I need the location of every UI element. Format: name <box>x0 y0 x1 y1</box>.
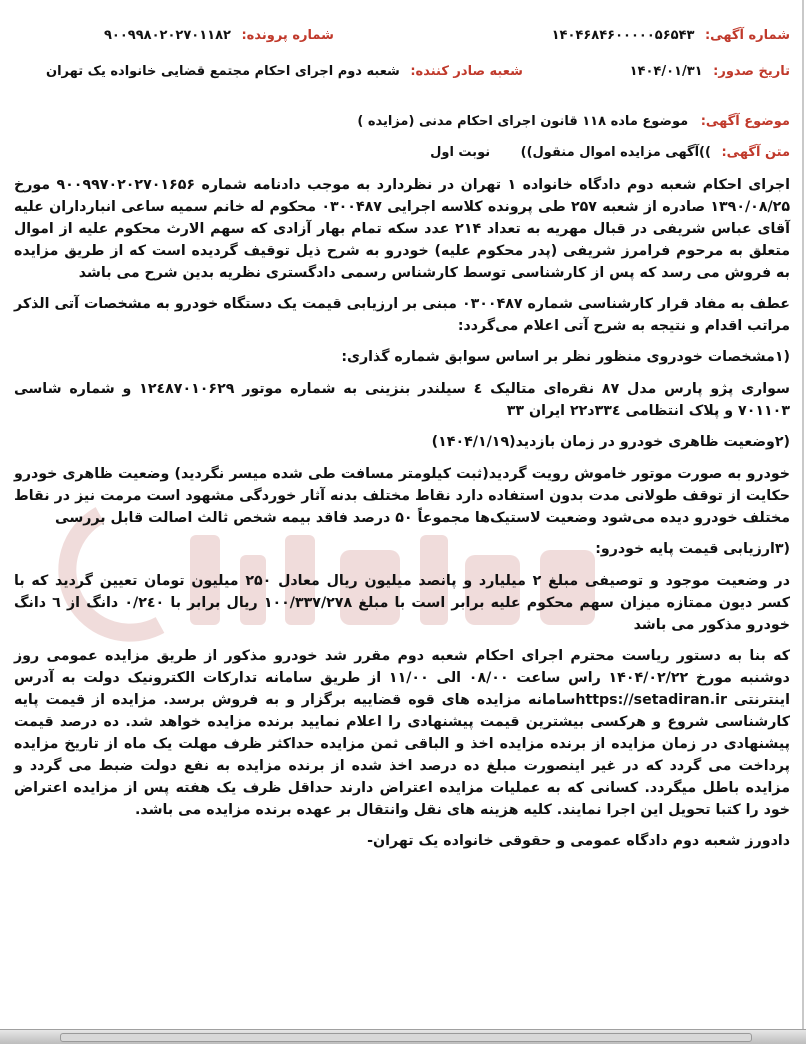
heading-vehicle-condition: (۲وضعیت ظاهری خودرو در زمان بازدید(۱۴۰۴/۱/۱۹) <box>431 434 790 450</box>
heading-vehicle-specs: (۱مشخصات خودروی منظور نظر بر اساس سوابق شماره گذاری: <box>341 349 790 365</box>
header-row-1 <box>14 28 790 64</box>
scrollbar-thumb[interactable] <box>60 1033 752 1042</box>
issuer-value: شعبه دوم اجرای احکام مجتمع قضایی خانواده یک تهران <box>46 64 400 79</box>
subject-label: موضوع آگهی: <box>700 114 790 129</box>
issuer-field <box>46 64 523 79</box>
case-number-field <box>104 28 334 43</box>
paragraph-vehicle-specs: سواری پژو پارس مدل ۸۷ نقره‌ای متالیک ٤ سیلندر بنزینی به شماره موتور ۱۲٤۸۷۰۱۰۶۲۹ و شماره شاسی ۷۰۱۱۰۳ و پلاک انتظامی ۳۳٤د۲۲ ایران ۳۳ <box>14 381 790 419</box>
issue-date-value: ۱۴۰۴/۰۱/۳۱ <box>629 64 703 79</box>
issue-date-label: تاریخ صدور: <box>713 64 790 79</box>
ad-title-value: ))آگهی مزایده اموال منقول)) <box>520 145 711 160</box>
paragraph-base-price: در وضعیت موجود و توصیفی مبلغ ۲ میلیارد و پانصد میلیون ریال معادل ۲۵۰ میلیون تومان تعیین گردید که با کسر دیون ممتازه میزان سهم محکوم علیه برابر است با مبلغ ۱۰۰/۳۳۷/۲۷۸ ریال برابر با ۰/۲٤۰ دانگ از ٦ دانگ خودرو مذکور می باشد <box>14 573 790 633</box>
header-row-2 <box>14 64 790 100</box>
auction-terms-part-1: که بنا به دستور ریاست محترم اجرای احکام شعبه دوم مقرر شد خودرو مذکور از طریق مزایده عمومی روز دوشنبه مورخ ۱۴۰۴/۰۲/۲۲ راس ساعت ۰۸/۰۰ الی ۱۱/۰۰ از طریق سامانه تدارکات الکترونیک دولت به آدرس اینترنتی <box>14 648 790 708</box>
paragraph-auction-terms <box>14 645 790 821</box>
signature-line: دادورز شعبه دوم دادگاه عمومی و حقوقی خانواده یک تهران- <box>367 833 790 849</box>
ad-turn: نوبت اول <box>430 145 491 160</box>
auction-terms-part-2: سامانه مزایده های قوه قضاییه برگزار و به فروش برسد. مزایده از قیمت پایه کارشناسی شروع و هرکسی بیشترین قیمت پیشنهادی را اعلام نمایید برنده مزایده خواهد شد. ده درصد قیمت پیشنهادی در زمان مزایده از برنده مزایده اخذ و الباقی ثمن مزایده حداکثر ظرف مهلت یک ماه از تاریخ مزایده پرداخت می گردد که در غیر اینصورت مبلغ ده درصد اخذ شده از برنده مزایده به نفع دولت ضبط می گردد و مزایده باطل میگردد. کسانی که به عملیات مزایده اعتراض دارند حداقل ظرف یک هفته پس از مزایده اعتراض خود را کتبا تحویل این اجرا نمایند. کلیه هزینه های نقل وانتقال بر عهده برنده مزایده می باشد. <box>14 692 790 818</box>
issuer-label: شعبه صادر کننده: <box>410 64 523 79</box>
subject-line <box>14 114 790 129</box>
setadiran-link[interactable]: https://setadiran.ir <box>575 692 728 708</box>
heading-base-price: (۳ارزیابی قیمت پایه خودرو: <box>595 541 790 557</box>
paragraph-vehicle-condition: خودرو به صورت موتور خاموش رویت گردید(ثبت کیلومتر مسافت طی شده میسر نگردید) وضعیت ظاهری خودرو حکایت از توقف طولانی مدت بدون استفاده دارد نقاط مختلف بدنه آثار خوردگی مشهود است مرمت نیز در نقاط مختلف خودرو دیده می‌شود وضعیت لاستیک‌ها مجموعاً ۵۰ درصد فاقد بیمه شخص ثالث اصالت قابل بررسی <box>14 466 790 526</box>
ad-text-label: متن آگهی: <box>721 145 790 160</box>
ad-number-label: شماره آگهی: <box>704 28 790 43</box>
ad-number-value: ۱۴۰۴۶۸۴۶۰۰۰۰۰۵۶۵۴۳ <box>551 28 695 43</box>
paragraph-intro: اجرای احکام شعبه دوم دادگاه خانواده ۱ تهران در نظردارد به موجب دادنامه شماره ۹۰۰۹۹۷۰۲۰۲۷۰۱۶۵۶ مورخ ۱۳۹۰/۰۸/۲۵ صادره از شعبه ۲۵۷ طی پرونده کلاسه اجرایی ۰۳۰۰۴۸۷ محکوم له خانم سمیه ساعی انبارداران علیه آقای عباس شریفی در قبال مهریه به تعداد ۲۱۴ عدد سکه تمام بهار آزادی که سهم الارث محکوم علیه از اموال متعلق به مرحوم فرامرز شریفی (پدر محکوم علیه) خودرو به شرح ذیل توقیف گردیده است که از طریق مزایده به فروش می رسد که پس از کارشناسی توسط کارشناس رسمی دادگستری نظریه بدین شرح می باشد <box>14 177 790 281</box>
ad-body <box>14 174 790 852</box>
case-number-value: ۹۰۰۹۹۸۰۲۰۲۷۰۱۱۸۲ <box>104 28 231 43</box>
issue-date-field <box>630 64 790 79</box>
subject-value: موضوع ماده ۱۱۸ قانون اجرای احکام مدنی (مزایده ) <box>357 114 689 129</box>
ad-title-line <box>14 145 790 160</box>
horizontal-scrollbar[interactable] <box>0 1029 806 1044</box>
tender-document <box>14 28 790 861</box>
case-number-label: شماره پرونده: <box>241 28 334 43</box>
ad-number-field <box>552 28 790 43</box>
paragraph-appraisal: عطف به مفاد قرار کارشناسی شماره ۰۳۰۰۴۸۷ مبنی بر ارزیابی قیمت یک دستگاه خودرو به مشخصات آتی الذکر مراتب اقدام و نتیجه به شرح آتی اعلام می‌گردد: <box>14 296 790 334</box>
